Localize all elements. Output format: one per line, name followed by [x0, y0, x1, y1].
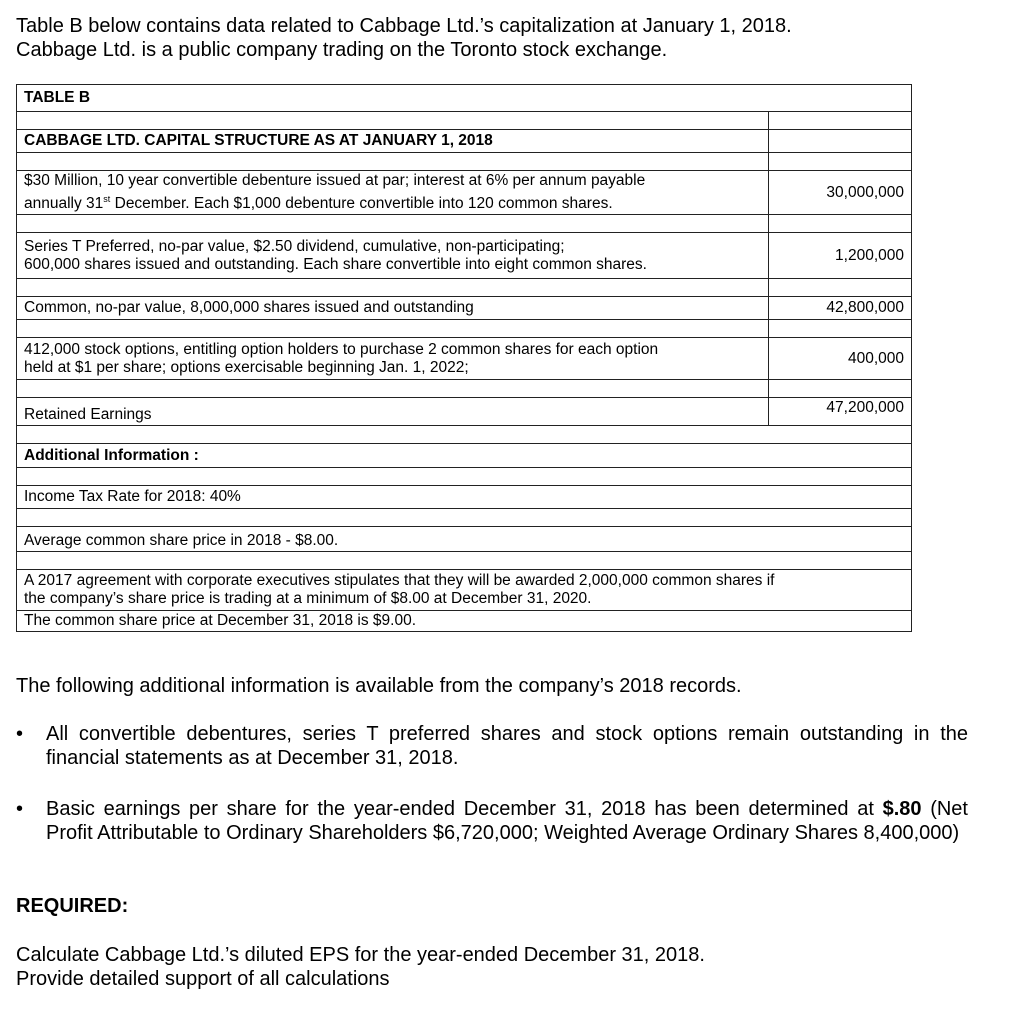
- table-title: TABLE B: [17, 85, 912, 112]
- table-row: [17, 338, 912, 380]
- bullet-text-pre: Basic earnings per share for the year-ended December 31, 2018 has been determined at: [46, 798, 883, 820]
- bullet-icon: •: [16, 798, 24, 820]
- bullet-text: [46, 797, 968, 845]
- row-line: Series T Preferred, no-par value, $2.50 dividend, cumulative, non-participating;: [24, 237, 565, 255]
- row-label: Retained Earnings: [17, 398, 769, 426]
- table-row: [17, 171, 912, 215]
- table-row: [17, 233, 912, 279]
- superscript: st: [103, 194, 111, 204]
- additional-info-heading: Additional Information :: [17, 444, 912, 468]
- task-line: Calculate Cabbage Ltd.’s diluted EPS for the year-ended December 31, 2018.: [16, 944, 705, 966]
- following-info: The following additional information is available from the company’s 2018 records.: [16, 675, 742, 697]
- row-value: 1,200,000: [769, 233, 912, 279]
- required-heading: REQUIRED:: [16, 895, 129, 917]
- average-price: Average common share price in 2018 - $8.00.: [17, 527, 912, 552]
- row-line: 412,000 stock options, entitling option holders to purchase 2 common shares for each option: [24, 340, 659, 358]
- row-line: held at $1 per share; options exercisable beginning Jan. 1, 2022;: [24, 358, 469, 376]
- row-label: Common, no-par value, 8,000,000 shares issued and outstanding: [17, 297, 769, 320]
- tax-rate: Income Tax Rate for 2018: 40%: [17, 486, 912, 509]
- row-line: [24, 190, 761, 213]
- basic-eps: $.80: [882, 798, 922, 820]
- table-b: [16, 84, 912, 632]
- intro-line: Table B below contains data related to Cabbage Ltd.’s capitalization at January 1, 2018.: [16, 15, 792, 37]
- bullet-item: [16, 797, 968, 845]
- bullet-icon: •: [16, 723, 24, 745]
- row-line: 600,000 shares issued and outstanding. Each share convertible into eight common shares.: [24, 255, 647, 273]
- task-text: [16, 943, 705, 991]
- row-value: 47,200,000: [769, 398, 912, 426]
- agreement-line: A 2017 agreement with corporate executives stipulates that they will be awarded 2,000,000 common shares if: [24, 572, 775, 590]
- bullet-text: All convertible debentures, series T preferred shares and stock options remain outstanding in the financial statements as at December 31, 2018.: [46, 723, 968, 769]
- row-text: annually 31: [24, 195, 104, 213]
- row-label: [17, 171, 769, 215]
- row-text: December. Each $1,000 debenture convertible into 120 common shares.: [110, 195, 613, 213]
- executive-agreement: [17, 570, 912, 611]
- row-value: 30,000,000: [769, 171, 912, 215]
- bullet-item: [16, 722, 968, 770]
- year-end-price: The common share price at December 31, 2018 is $9.00.: [17, 611, 912, 632]
- row-label: [17, 233, 769, 279]
- row-value: 400,000: [769, 338, 912, 380]
- row-label: [17, 338, 769, 380]
- agreement-line: the company’s share price is trading at a minimum of $8.00 at December 31, 2020.: [24, 590, 592, 608]
- table-heading: CABBAGE LTD. CAPITAL STRUCTURE AS AT JANUARY 1, 2018: [17, 130, 769, 153]
- intro-line: Cabbage Ltd. is a public company trading on the Toronto stock exchange.: [16, 39, 668, 61]
- table-row: [17, 297, 912, 320]
- table-row: [17, 398, 912, 426]
- row-value: 42,800,000: [769, 297, 912, 320]
- task-line: Provide detailed support of all calculations: [16, 968, 390, 990]
- intro-text: [16, 14, 792, 62]
- bullet-text-post: (Net Profit Attributable to Ordinary Shareholders $6,720,000; Weighted Average Ordinary Shares 8,400,000): [46, 798, 968, 844]
- row-line: $30 Million, 10 year convertible debenture issued at par; interest at 6% per annum payable: [24, 172, 646, 189]
